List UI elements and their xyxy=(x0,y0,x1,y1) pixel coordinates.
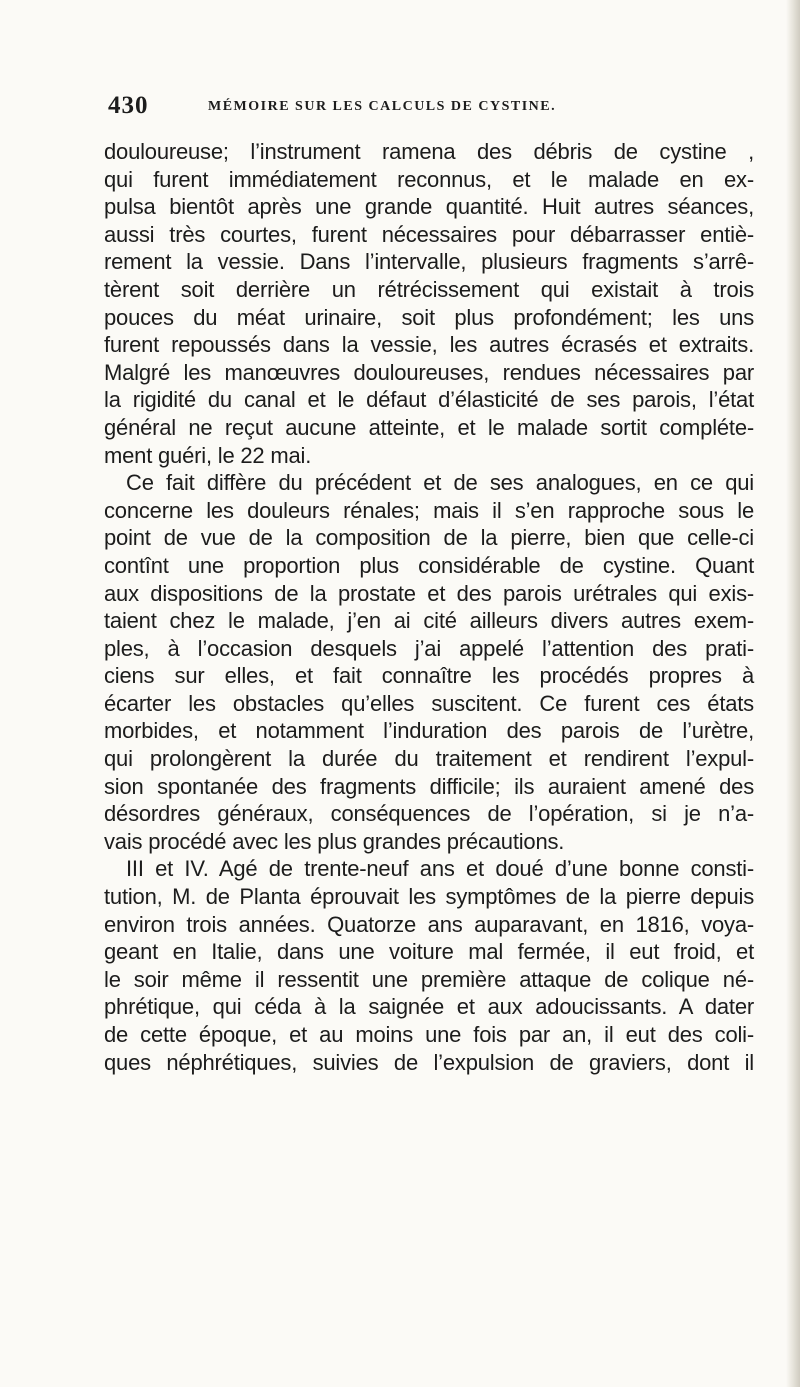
text-line: de cette époque, et au moins une fois par an, il eut des coli- xyxy=(104,1022,754,1047)
text-line: aussi très courtes, furent nécessaires pour débarrasser entiè- xyxy=(104,221,754,247)
text-line: concerne les douleurs rénales; mais il s’en rapproche sous le xyxy=(104,497,754,523)
text-line: rement la vessie. Dans l’intervalle, plusieurs fragments s’arrê- xyxy=(104,249,754,275)
text-line: ques néphrétiques, suivies de l’expulsion de graviers, dont il xyxy=(104,1049,754,1075)
text-line: morbides, et notamment l’induration des parois de l’urètre, xyxy=(104,718,754,744)
paragraph-start: III et IV. Agé de trente-neuf ans et doué d’une bonne consti- xyxy=(126,856,754,882)
running-title: MÉMOIRE SUR LES CALCULS DE CYSTINE. xyxy=(208,99,557,114)
body-text xyxy=(104,138,754,1076)
paragraph-start: Ce fait diffère du précédent et de ses analogues, en ce qui xyxy=(126,470,754,496)
page-edge xyxy=(786,0,800,1387)
text-line: ciens sur elles, et fait connaître les procédés propres à xyxy=(104,663,754,689)
text-line: point de vue de la composition de la pierre, bien que celle-ci xyxy=(104,525,754,551)
text-line: contînt une proportion plus considérable de cystine. Quant xyxy=(104,552,754,578)
text-line: ment guéri, le 22 mai. xyxy=(104,442,312,468)
text-line: tution, M. de Planta éprouvait les symptômes de la pierre depuis xyxy=(104,884,754,910)
text-line: environ trois années. Quatorze ans auparavant, en 1816, voya- xyxy=(104,911,754,937)
text-line: ples, à l’occasion desquels j’ai appelé l’attention des prati- xyxy=(104,635,754,661)
text-line: taient chez le malade, j’en ai cité ailleurs divers autres exem- xyxy=(104,608,754,634)
text-line: pulsa bientôt après une grande quantité. Huit autres séances, xyxy=(104,194,754,220)
text-line: tèrent soit derrière un rétrécissement qui existait à trois xyxy=(104,276,754,302)
text-line: la rigidité du canal et le défaut d’élasticité de ses parois, l’état xyxy=(104,387,754,413)
text-line: furent repoussés dans la vessie, les autres écrasés et extraits. xyxy=(104,332,754,358)
text-line: aux dispositions de la prostate et des parois urétrales qui exis- xyxy=(104,580,754,606)
text-line: douloureuse; l’instrument ramena des débris de cystine , xyxy=(104,139,754,164)
text-line: désordres généraux, conséquences de l’opération, si je n’a- xyxy=(104,801,754,827)
text-line: vais procédé avec les plus grandes précautions. xyxy=(104,828,565,854)
text-line: sion spontanée des fragments difficile; ils auraient amené des xyxy=(104,773,754,799)
text-line: écarter les obstacles qu’elles suscitent. Ce furent ces états xyxy=(104,690,754,716)
page-number: 430 xyxy=(108,92,149,119)
text-line: pouces du méat urinaire, soit plus profondément; les uns xyxy=(104,304,754,330)
text-line: qui furent immédiatement reconnus, et le malade en ex- xyxy=(104,166,754,192)
text-line: le soir même il ressentit une première attaque de colique né- xyxy=(104,966,754,992)
text-line: Malgré les manœuvres douloureuses, rendues nécessaires par xyxy=(104,359,754,385)
text-line: geant en Italie, dans une voiture mal fermée, il eut froid, et xyxy=(104,939,754,965)
page-header xyxy=(108,92,748,124)
text-line: phrétique, qui céda à la saignée et aux adoucissants. A dater xyxy=(104,994,754,1020)
text-line: qui prolongèrent la durée du traitement et rendirent l’expul- xyxy=(104,746,754,772)
text-line: général ne reçut aucune atteinte, et le malade sortit compléte- xyxy=(104,414,754,440)
